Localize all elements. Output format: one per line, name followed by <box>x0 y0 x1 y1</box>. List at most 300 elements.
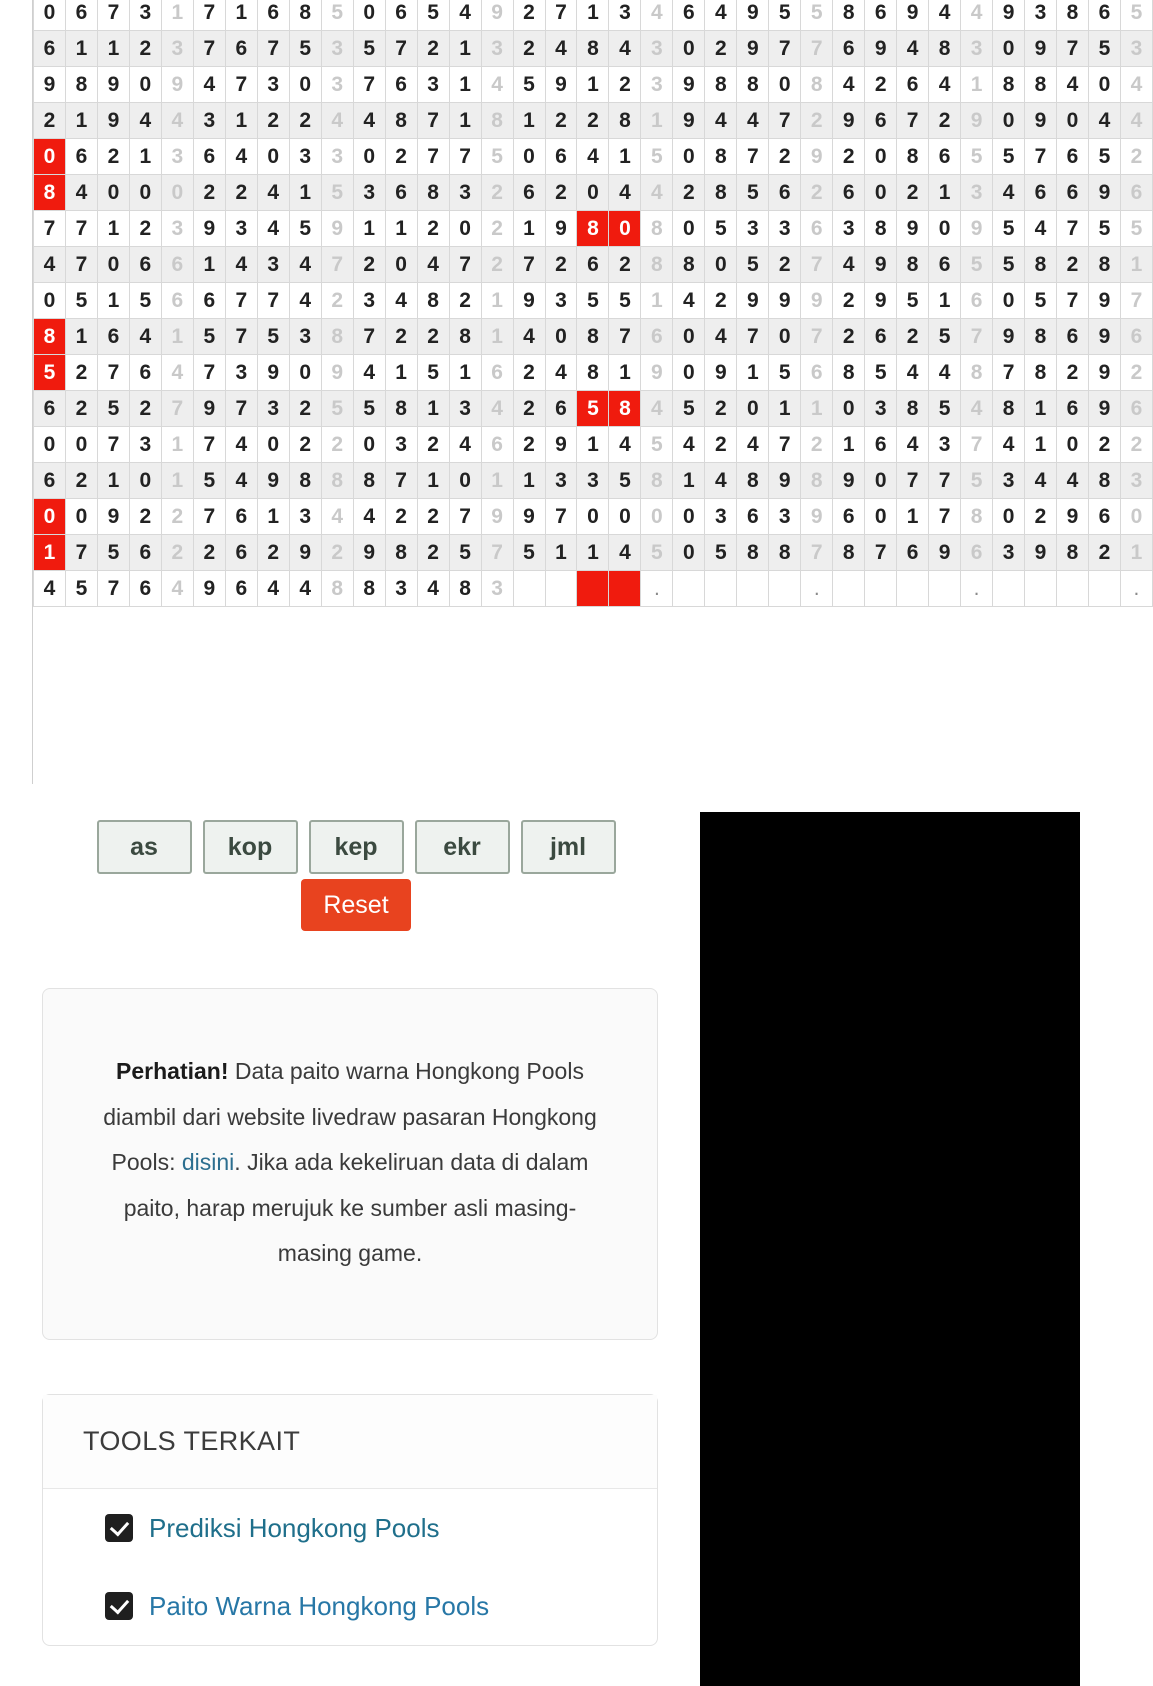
paito-cell[interactable]: 4 <box>34 247 66 283</box>
paito-cell[interactable]: 2 <box>417 427 449 463</box>
paito-cell[interactable]: 3 <box>321 139 353 175</box>
paito-cell[interactable]: 3 <box>1025 0 1057 31</box>
paito-cell[interactable]: 9 <box>321 355 353 391</box>
paito-cell[interactable]: 3 <box>417 67 449 103</box>
paito-cell[interactable]: 8 <box>1088 463 1120 499</box>
paito-cell[interactable]: 9 <box>193 211 225 247</box>
paito-cell[interactable]: 7 <box>257 31 289 67</box>
paito-cell[interactable]: 4 <box>897 427 929 463</box>
paito-cell[interactable]: 6 <box>1057 139 1089 175</box>
paito-cell[interactable]: 9 <box>737 31 769 67</box>
filter-button-jml[interactable]: jml <box>521 820 616 874</box>
paito-cell[interactable]: 0 <box>257 427 289 463</box>
paito-cell[interactable]: 8 <box>385 535 417 571</box>
paito-cell[interactable]: 0 <box>673 535 705 571</box>
tool-item-paito[interactable] <box>43 1567 657 1645</box>
paito-cell[interactable]: 4 <box>737 427 769 463</box>
paito-cell[interactable]: 9 <box>1088 175 1120 211</box>
paito-cell[interactable]: 9 <box>161 67 193 103</box>
paito-cell[interactable]: 3 <box>161 139 193 175</box>
paito-cell[interactable]: 0 <box>673 355 705 391</box>
paito-cell[interactable]: 2 <box>1088 535 1120 571</box>
paito-cell[interactable]: 0 <box>1088 67 1120 103</box>
paito-cell[interactable]: 8 <box>1088 247 1120 283</box>
paito-cell[interactable]: 4 <box>161 103 193 139</box>
paito-cell[interactable]: 8 <box>353 463 385 499</box>
paito-cell[interactable]: 0 <box>129 67 161 103</box>
paito-cell[interactable]: 9 <box>865 31 897 67</box>
paito-cell[interactable]: 6 <box>897 67 929 103</box>
paito-cell[interactable]: 7 <box>1025 139 1057 175</box>
paito-cell[interactable]: 0 <box>353 427 385 463</box>
paito-cell[interactable]: 5 <box>609 283 641 319</box>
paito-cell[interactable]: 0 <box>34 427 66 463</box>
paito-cell[interactable]: 0 <box>609 211 641 247</box>
paito-cell[interactable]: 9 <box>1088 319 1120 355</box>
paito-cell[interactable]: 1 <box>481 319 513 355</box>
paito-cell[interactable]: 9 <box>1025 103 1057 139</box>
paito-cell[interactable]: 4 <box>417 571 449 607</box>
paito-cell[interactable]: 4 <box>609 31 641 67</box>
paito-cell[interactable]: 3 <box>289 139 321 175</box>
paito-cell[interactable]: 3 <box>481 571 513 607</box>
paito-cell[interactable]: 6 <box>385 67 417 103</box>
paito-cell[interactable]: 0 <box>609 499 641 535</box>
paito-cell[interactable]: 1 <box>161 0 193 31</box>
paito-cell[interactable]: 8 <box>353 571 385 607</box>
paito-cell[interactable]: 4 <box>1025 211 1057 247</box>
paito-cell[interactable]: 7 <box>385 31 417 67</box>
paito-cell[interactable]: 3 <box>641 67 673 103</box>
paito-cell[interactable]: 5 <box>961 139 993 175</box>
paito-cell[interactable]: 6 <box>161 247 193 283</box>
paito-cell[interactable]: 8 <box>481 103 513 139</box>
paito-cell[interactable]: 7 <box>65 535 97 571</box>
paito-cell[interactable]: 6 <box>1120 175 1152 211</box>
paito-cell[interactable]: 9 <box>513 499 545 535</box>
paito-cell[interactable]: 2 <box>609 247 641 283</box>
paito-cell[interactable]: 9 <box>97 499 129 535</box>
paito-cell[interactable]: 1 <box>449 67 481 103</box>
paito-cell[interactable]: 5 <box>993 139 1025 175</box>
paito-cell[interactable]: 2 <box>225 175 257 211</box>
paito-cell[interactable]: 5 <box>641 139 673 175</box>
paito-cell[interactable]: 4 <box>609 427 641 463</box>
paito-cell[interactable]: 0 <box>769 319 801 355</box>
paito-cell[interactable]: 3 <box>545 283 577 319</box>
paito-cell[interactable]: 7 <box>193 499 225 535</box>
paito-cell[interactable]: 2 <box>289 103 321 139</box>
paito-cell[interactable]: 1 <box>161 463 193 499</box>
paito-cell[interactable]: 2 <box>865 67 897 103</box>
paito-cell[interactable]: 4 <box>417 247 449 283</box>
paito-cell[interactable]: 7 <box>353 319 385 355</box>
paito-cell[interactable]: 9 <box>193 571 225 607</box>
paito-cell[interactable]: 4 <box>481 67 513 103</box>
paito-cell[interactable]: 6 <box>129 571 161 607</box>
paito-cell[interactable]: 4 <box>1120 103 1152 139</box>
paito-cell[interactable]: 3 <box>257 247 289 283</box>
paito-cell[interactable]: 4 <box>673 427 705 463</box>
paito-cell[interactable]: 4 <box>705 103 737 139</box>
paito-cell[interactable]: 1 <box>929 175 961 211</box>
paito-cell[interactable]: 7 <box>1057 283 1089 319</box>
paito-cell[interactable]: 5 <box>961 247 993 283</box>
paito-cell[interactable]: 7 <box>545 499 577 535</box>
paito-cell[interactable]: 8 <box>417 175 449 211</box>
paito-cell[interactable]: 5 <box>417 0 449 31</box>
paito-cell[interactable]: 4 <box>609 535 641 571</box>
paito-cell[interactable]: 1 <box>257 499 289 535</box>
paito-cell[interactable]: 4 <box>321 103 353 139</box>
paito-cell[interactable]: 3 <box>289 319 321 355</box>
paito-cell[interactable]: 1 <box>481 283 513 319</box>
paito-cell[interactable] <box>865 571 897 607</box>
paito-cell[interactable]: 0 <box>865 139 897 175</box>
paito-cell[interactable]: 2 <box>417 535 449 571</box>
paito-cell[interactable]: 0 <box>34 139 66 175</box>
paito-cell[interactable]: 3 <box>353 175 385 211</box>
paito-cell[interactable]: 1 <box>897 499 929 535</box>
paito-cell[interactable]: 6 <box>1057 391 1089 427</box>
paito-cell[interactable]: 2 <box>161 535 193 571</box>
paito-cell[interactable]: 7 <box>225 391 257 427</box>
paito-cell[interactable]: 4 <box>705 0 737 31</box>
paito-cell[interactable]: 6 <box>961 283 993 319</box>
paito-cell[interactable]: 4 <box>513 319 545 355</box>
paito-cell[interactable]: 9 <box>1057 499 1089 535</box>
paito-cell[interactable]: 8 <box>833 0 865 31</box>
paito-cell[interactable]: 5 <box>353 31 385 67</box>
paito-cell[interactable]: 4 <box>289 247 321 283</box>
paito-cell[interactable]: 1 <box>449 355 481 391</box>
paito-cell[interactable]: 4 <box>641 0 673 31</box>
paito-cell[interactable]: 7 <box>609 319 641 355</box>
paito-cell[interactable]: 3 <box>641 31 673 67</box>
paito-cell[interactable]: 3 <box>577 463 609 499</box>
paito-cell[interactable]: 2 <box>769 247 801 283</box>
paito-cell[interactable]: 9 <box>321 211 353 247</box>
paito-cell[interactable]: 2 <box>321 283 353 319</box>
paito-cell[interactable]: 2 <box>129 31 161 67</box>
paito-cell[interactable]: 6 <box>577 247 609 283</box>
paito-cell[interactable]: 2 <box>513 31 545 67</box>
paito-cell[interactable]: 3 <box>161 31 193 67</box>
paito-cell[interactable]: 3 <box>609 0 641 31</box>
paito-cell[interactable]: 8 <box>289 0 321 31</box>
paito-cell[interactable]: 2 <box>65 391 97 427</box>
paito-cell[interactable]: 7 <box>193 31 225 67</box>
paito-cell[interactable]: 7 <box>961 319 993 355</box>
paito-cell[interactable]: 7 <box>321 247 353 283</box>
paito-cell[interactable]: 6 <box>129 355 161 391</box>
paito-cell[interactable]: 9 <box>993 319 1025 355</box>
paito-cell[interactable]: 3 <box>545 463 577 499</box>
paito-cell[interactable]: 7 <box>737 319 769 355</box>
paito-cell[interactable]: 4 <box>641 175 673 211</box>
paito-cell[interactable]: 0 <box>161 175 193 211</box>
paito-cell[interactable]: 5 <box>929 319 961 355</box>
paito-cell[interactable]: 2 <box>513 0 545 31</box>
paito-cell[interactable]: 5 <box>321 0 353 31</box>
paito-cell[interactable]: 0 <box>993 103 1025 139</box>
paito-cell[interactable]: 9 <box>993 0 1025 31</box>
paito-cell[interactable]: 4 <box>1025 463 1057 499</box>
paito-cell[interactable]: 3 <box>449 391 481 427</box>
paito-cell[interactable]: 3 <box>481 31 513 67</box>
paito-cell[interactable]: 8 <box>801 463 833 499</box>
paito-cell[interactable]: 6 <box>929 139 961 175</box>
paito-cell[interactable]: 6 <box>897 535 929 571</box>
paito-cell[interactable]: 1 <box>353 211 385 247</box>
paito-cell[interactable]: 6 <box>34 31 66 67</box>
paito-cell[interactable]: 1 <box>97 283 129 319</box>
paito-cell[interactable]: 1 <box>1120 535 1152 571</box>
paito-cell[interactable]: 2 <box>481 175 513 211</box>
paito-cell[interactable]: 0 <box>34 0 66 31</box>
paito-cell[interactable]: 5 <box>705 211 737 247</box>
paito-cell[interactable]: 2 <box>1057 247 1089 283</box>
paito-cell[interactable]: 8 <box>289 463 321 499</box>
paito-cell[interactable]: 3 <box>385 427 417 463</box>
paito-cell[interactable]: 9 <box>1025 31 1057 67</box>
paito-cell[interactable]: 6 <box>481 427 513 463</box>
paito-cell[interactable]: 8 <box>577 355 609 391</box>
paito-cell[interactable]: 6 <box>865 319 897 355</box>
paito-cell[interactable]: 6 <box>833 31 865 67</box>
paito-cell[interactable]: 6 <box>801 211 833 247</box>
paito-cell[interactable]: 9 <box>97 103 129 139</box>
paito-cell[interactable]: 9 <box>737 283 769 319</box>
paito-cell[interactable]: 8 <box>1057 0 1089 31</box>
paito-cell[interactable]: 5 <box>769 355 801 391</box>
paito-cell[interactable]: 1 <box>225 103 257 139</box>
paito-cell[interactable]: 0 <box>865 499 897 535</box>
paito-cell[interactable]: 0 <box>353 139 385 175</box>
paito-cell[interactable]: 7 <box>193 427 225 463</box>
paito-cell[interactable]: 3 <box>961 175 993 211</box>
paito-cell[interactable]: 6 <box>833 175 865 211</box>
paito-cell[interactable]: 1 <box>97 211 129 247</box>
paito-cell[interactable]: 0 <box>673 139 705 175</box>
paito-cell[interactable]: . <box>801 571 833 607</box>
paito-cell[interactable]: 4 <box>705 463 737 499</box>
paito-cell[interactable]: 3 <box>449 175 481 211</box>
paito-cell[interactable]: 6 <box>193 139 225 175</box>
paito-cell[interactable]: 2 <box>449 283 481 319</box>
paito-cell[interactable]: 3 <box>193 103 225 139</box>
paito-cell[interactable]: 6 <box>385 0 417 31</box>
paito-cell[interactable]: 4 <box>449 427 481 463</box>
paito-cell[interactable]: 4 <box>961 391 993 427</box>
paito-cell[interactable]: 9 <box>673 103 705 139</box>
paito-cell[interactable]: 4 <box>129 319 161 355</box>
paito-cell[interactable]: 0 <box>1057 103 1089 139</box>
paito-cell[interactable]: 7 <box>161 391 193 427</box>
paito-cell[interactable]: 8 <box>65 67 97 103</box>
paito-cell[interactable]: 6 <box>801 355 833 391</box>
paito-cell[interactable]: 9 <box>1088 355 1120 391</box>
tool-item-prediksi[interactable] <box>43 1489 657 1567</box>
paito-cell[interactable]: 2 <box>385 139 417 175</box>
paito-cell[interactable]: 8 <box>449 319 481 355</box>
paito-cell[interactable]: 0 <box>673 31 705 67</box>
paito-cell[interactable]: 7 <box>225 67 257 103</box>
paito-cell[interactable]: 3 <box>257 391 289 427</box>
paito-cell[interactable]: 7 <box>897 463 929 499</box>
paito-cell[interactable]: 3 <box>833 211 865 247</box>
paito-cell[interactable]: 2 <box>97 139 129 175</box>
paito-cell[interactable]: 2 <box>577 103 609 139</box>
paito-cell[interactable]: 2 <box>65 355 97 391</box>
paito-cell[interactable]: 0 <box>97 247 129 283</box>
paito-cell[interactable]: 5 <box>897 283 929 319</box>
paito-cell[interactable]: 6 <box>34 391 66 427</box>
paito-cell[interactable]: 6 <box>1057 175 1089 211</box>
paito-cell[interactable]: 1 <box>577 0 609 31</box>
paito-cell[interactable]: 0 <box>577 499 609 535</box>
paito-cell[interactable]: 3 <box>769 499 801 535</box>
paito-cell[interactable]: 8 <box>1025 355 1057 391</box>
paito-cell[interactable]: 6 <box>225 571 257 607</box>
paito-cell[interactable]: 8 <box>865 211 897 247</box>
paito-cell[interactable]: 4 <box>1088 103 1120 139</box>
notice-source-link[interactable]: disini <box>181 1149 235 1176</box>
paito-cell[interactable]: 2 <box>929 103 961 139</box>
paito-cell[interactable]: 0 <box>1120 499 1152 535</box>
paito-cell[interactable]: 9 <box>481 0 513 31</box>
paito-cell[interactable]: 6 <box>1057 319 1089 355</box>
paito-cell[interactable]: 2 <box>353 247 385 283</box>
paito-cell[interactable]: 1 <box>769 391 801 427</box>
paito-cell[interactable]: 2 <box>417 211 449 247</box>
paito-cell[interactable]: 4 <box>129 103 161 139</box>
paito-cell[interactable]: 2 <box>481 247 513 283</box>
paito-cell[interactable]: 1 <box>449 31 481 67</box>
paito-cell[interactable]: 4 <box>673 283 705 319</box>
paito-cell[interactable]: 2 <box>65 463 97 499</box>
filter-button-kep[interactable]: kep <box>309 820 404 874</box>
paito-cell[interactable]: 1 <box>65 31 97 67</box>
paito-cell[interactable]: 0 <box>257 139 289 175</box>
paito-cell[interactable]: 4 <box>353 499 385 535</box>
paito-cell[interactable]: 4 <box>897 31 929 67</box>
paito-cell[interactable]: 4 <box>929 0 961 31</box>
filter-button-kop[interactable]: kop <box>203 820 298 874</box>
paito-cell[interactable]: . <box>961 571 993 607</box>
paito-cell[interactable]: 1 <box>65 319 97 355</box>
paito-cell[interactable]: 4 <box>353 355 385 391</box>
paito-cell[interactable]: 0 <box>641 499 673 535</box>
paito-cell[interactable]: 8 <box>705 67 737 103</box>
paito-cell[interactable]: 0 <box>673 211 705 247</box>
paito-cell[interactable]: 9 <box>97 67 129 103</box>
paito-cell[interactable]: 7 <box>449 139 481 175</box>
paito-cell[interactable]: 4 <box>385 283 417 319</box>
paito-cell[interactable]: 6 <box>129 247 161 283</box>
paito-cell[interactable]: 5 <box>65 571 97 607</box>
paito-cell[interactable]: 8 <box>34 319 66 355</box>
paito-cell[interactable]: 1 <box>961 67 993 103</box>
paito-cell[interactable]: 7 <box>801 535 833 571</box>
paito-cell[interactable]: 1 <box>1025 427 1057 463</box>
paito-cell[interactable]: 0 <box>673 319 705 355</box>
paito-cell[interactable]: 8 <box>1025 247 1057 283</box>
paito-cell[interactable]: 3 <box>321 67 353 103</box>
paito-cell[interactable]: 3 <box>705 499 737 535</box>
paito-cell[interactable]: 5 <box>289 31 321 67</box>
paito-cell[interactable]: 2 <box>417 499 449 535</box>
paito-cell[interactable]: 7 <box>97 427 129 463</box>
paito-cell[interactable]: 7 <box>225 283 257 319</box>
paito-cell[interactable]: 5 <box>1120 211 1152 247</box>
paito-cell[interactable]: 9 <box>865 247 897 283</box>
paito-cell[interactable]: 6 <box>225 499 257 535</box>
paito-cell[interactable]: 4 <box>1120 67 1152 103</box>
paito-cell[interactable]: 1 <box>417 463 449 499</box>
paito-cell[interactable]: 0 <box>353 0 385 31</box>
paito-cell[interactable]: 4 <box>481 391 513 427</box>
paito-cell[interactable]: 6 <box>481 355 513 391</box>
paito-cell[interactable]: 9 <box>897 211 929 247</box>
paito-cell[interactable]: 1 <box>417 391 449 427</box>
paito-cell[interactable]: 2 <box>1120 139 1152 175</box>
paito-cell[interactable]: 4 <box>737 103 769 139</box>
paito-cell[interactable]: 9 <box>1025 535 1057 571</box>
paito-cell[interactable]: 0 <box>993 499 1025 535</box>
paito-cell[interactable]: 1 <box>513 463 545 499</box>
paito-cell[interactable]: 2 <box>1025 499 1057 535</box>
paito-cell[interactable]: 8 <box>641 247 673 283</box>
paito-cell[interactable]: 8 <box>609 103 641 139</box>
paito-cell[interactable]: 7 <box>1120 283 1152 319</box>
paito-cell[interactable] <box>769 571 801 607</box>
paito-cell[interactable]: 4 <box>161 355 193 391</box>
paito-cell[interactable]: 2 <box>161 499 193 535</box>
paito-cell[interactable]: 4 <box>257 175 289 211</box>
paito-cell[interactable] <box>833 571 865 607</box>
paito-cell[interactable]: 4 <box>993 175 1025 211</box>
paito-cell[interactable]: 4 <box>257 571 289 607</box>
paito-cell[interactable]: 6 <box>129 535 161 571</box>
paito-cell[interactable]: 2 <box>897 175 929 211</box>
paito-cell[interactable]: 1 <box>97 463 129 499</box>
paito-cell[interactable]: 2 <box>385 319 417 355</box>
paito-cell[interactable]: 6 <box>865 103 897 139</box>
paito-cell[interactable] <box>545 571 577 607</box>
paito-cell[interactable]: 8 <box>769 535 801 571</box>
paito-cell[interactable]: 1 <box>577 427 609 463</box>
paito-cell[interactable]: 4 <box>961 0 993 31</box>
paito-cell[interactable]: 9 <box>641 355 673 391</box>
paito-cell[interactable]: 5 <box>769 0 801 31</box>
paito-cell[interactable]: 0 <box>65 499 97 535</box>
paito-cell[interactable]: 4 <box>1057 463 1089 499</box>
paito-cell[interactable]: 5 <box>641 535 673 571</box>
paito-cell[interactable]: 3 <box>161 211 193 247</box>
paito-cell[interactable]: 8 <box>321 463 353 499</box>
paito-cell[interactable]: 5 <box>1088 31 1120 67</box>
paito-cell[interactable]: 2 <box>897 319 929 355</box>
paito-cell[interactable]: 2 <box>321 535 353 571</box>
paito-cell[interactable]: 8 <box>833 355 865 391</box>
paito-cell[interactable]: 2 <box>417 319 449 355</box>
paito-cell[interactable]: 3 <box>225 211 257 247</box>
paito-cell[interactable]: 6 <box>961 535 993 571</box>
paito-cell[interactable] <box>929 571 961 607</box>
paito-cell[interactable]: 1 <box>801 391 833 427</box>
paito-cell[interactable]: 0 <box>97 175 129 211</box>
